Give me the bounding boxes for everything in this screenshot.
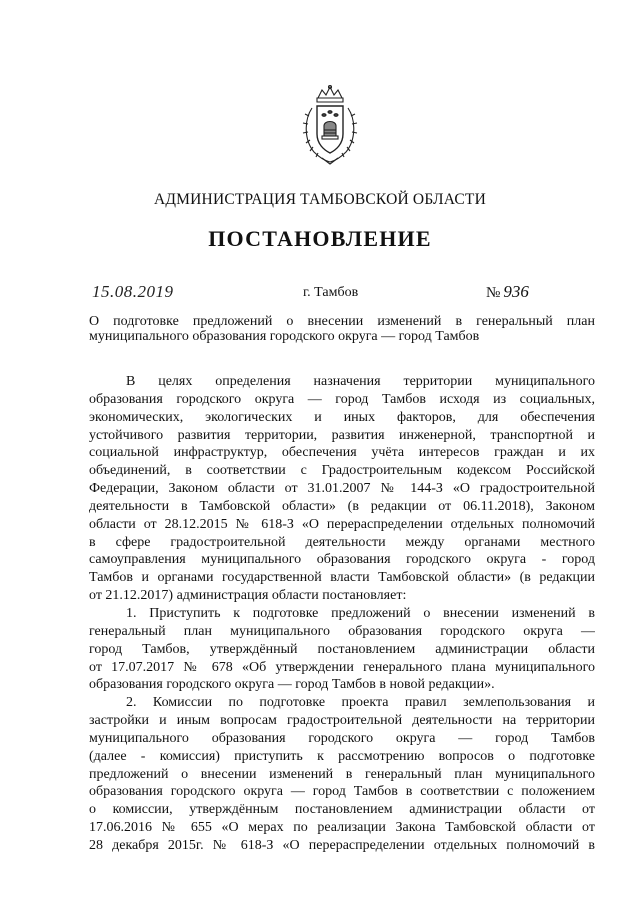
body-line: о комиссии, утверждённым постановлением администрации области от [89, 802, 595, 818]
body-line: самоуправления муниципального образования городского округа - город [89, 552, 595, 568]
subject-line: О подготовке предложений о внесении изменений в генеральный план [89, 314, 595, 329]
body-line: предложений о внесении изменений в генеральный план муниципального [89, 766, 595, 782]
subject-line: муниципального образования городского округа — город Тамбов [89, 329, 480, 344]
body-line: 2. Комиссии по подготовке проекта правил землепользования и [126, 695, 595, 711]
body-line: В целях определения назначения территории муниципального [126, 374, 595, 389]
document-body [89, 373, 595, 855]
body-line: от 21.12.2017) администрация области постановляет: [89, 588, 407, 604]
body-line: Тамбов и органами государственной власти Тамбовской области» (в редакции [89, 570, 595, 586]
coat-of-arms-emblem [300, 84, 360, 166]
body-line: застройки и иным вопросам градостроительной деятельности на территории [89, 713, 595, 729]
body-line: экономических, экологических и иных факторов, для обеспечения [89, 409, 595, 425]
body-line: генеральный план муниципального образования городского округа — [89, 623, 595, 639]
body-line: образования городского округа — город Тамбов в новой редакции». [89, 677, 495, 693]
body-line: образования городского округа — город Тамбов в соответствии с положением [89, 784, 595, 800]
body-line: город Тамбов, утверждённый постановлением администрации области [89, 641, 595, 657]
body-line: социальной инфраструктур, обеспечения учёта интересов граждан и их [89, 445, 595, 461]
body-line: устойчивого развития территории, развития инженерной, транспортной и [89, 427, 595, 443]
body-line: объединений, в соответствии с Градостроительным кодексом Российской [89, 463, 595, 479]
document-date: 15.08.2019 [92, 282, 174, 301]
body-line: в сфере градостроительной деятельности между органами местного [89, 534, 595, 550]
body-line: деятельности в Тамбовской области» (в редакции от 06.11.2018), Законом [89, 498, 595, 514]
document-number [486, 282, 529, 302]
body-line: 1. Приступить к подготовке предложений о внесении изменений в [126, 605, 595, 621]
body-line: от 17.07.2017 № 678 «Об утверждении генерального плана муниципального [89, 659, 595, 675]
body-line: образования городского округа — город Тамбов исходя из социальных, [89, 391, 595, 407]
body-line: муниципального образования городского округа — город Тамбов [89, 730, 595, 746]
document-city: г. Тамбов [303, 285, 359, 300]
document-type-title: ПОСТАНОВЛЕНИЕ [208, 226, 432, 251]
body-line: Федерации, Законом области от 31.01.2007 № 144-З «О градостроительной [89, 481, 595, 497]
body-line: 17.06.2016 № 655 «О мерах по реализации Закона Тамбовской области от [89, 820, 595, 836]
number-value: 936 [503, 282, 529, 301]
body-line: (далее - комиссия) приступить к рассмотрению вопросов о подготовке [89, 748, 595, 764]
organization-name: АДМИНИСТРАЦИЯ ТАМБОВСКОЙ ОБЛАСТИ [154, 191, 486, 208]
number-sign: № [486, 285, 501, 301]
document-subject [89, 314, 595, 344]
body-line: области от 28.12.2015 № 618-З «О перераспределении отдельных полномочий [89, 516, 595, 532]
body-line: 28 декабря 2015г. № 618-З «О перераспределении отдельных полномочий в [89, 837, 595, 853]
